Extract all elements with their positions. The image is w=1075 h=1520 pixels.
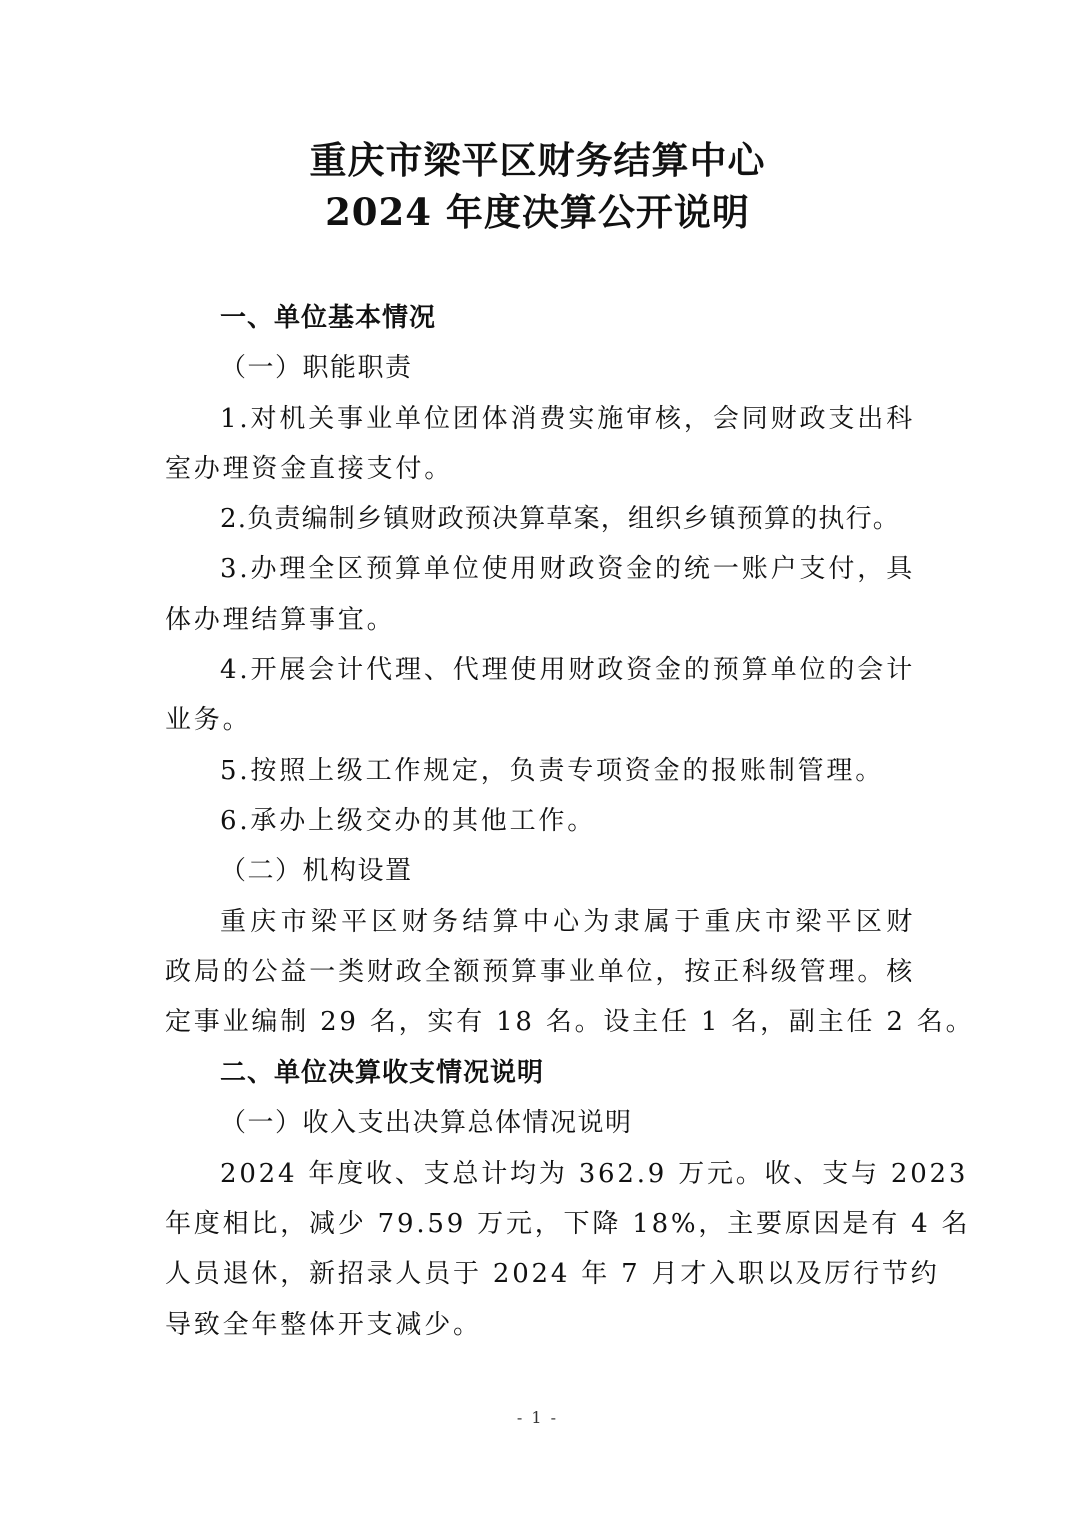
org-para-line-3: 定事业编制 29 名，实有 18 名。设主任 1 名，副主任 2 名。 xyxy=(165,1007,975,1037)
summary-para-line-1: 2024 年度收、支总计均为 362.9 万元。收、支与 2023 xyxy=(220,1159,969,1189)
org-para-line-1: 重庆市梁平区财务结算中心为隶属于重庆市梁平区财 xyxy=(220,907,915,937)
summary-para-line-4: 导致全年整体开支减少。 xyxy=(165,1310,482,1340)
section-1-1-heading: （一）职能职责 xyxy=(220,353,413,383)
section-2-heading: 二、单位决算收支情况说明 xyxy=(220,1058,545,1088)
duty-item-1-line-1: 1.对机关事业单位团体消费实施审核，会同财政支出科 xyxy=(220,404,915,434)
summary-para-line-2: 年度相比，减少 79.59 万元，下降 18%，主要原因是有 4 名 xyxy=(165,1209,971,1239)
duty-item-3-line-2: 体办理结算事宜。 xyxy=(165,605,396,635)
duty-item-5-line-1: 5.按照上级工作规定，负责专项资金的报账制管理。 xyxy=(220,756,885,786)
summary-para-line-3: 人员退休，新招录人员于 2024 年 7 月才入职以及厉行节约 xyxy=(165,1259,940,1289)
duty-item-1-line-2: 室办理资金直接支付。 xyxy=(165,454,454,484)
duty-item-2-line-1: 2.负责编制乡镇财政预决算草案，组织乡镇预算的执行。 xyxy=(220,504,901,534)
section-2-1-heading: （一）收入支出决算总体情况说明 xyxy=(220,1108,633,1138)
duty-item-3-line-1: 3.办理全区预算单位使用财政资金的统一账户支付，具 xyxy=(220,554,915,584)
duty-item-4-line-1: 4.开展会计代理、代理使用财政资金的预算单位的会计 xyxy=(220,655,915,685)
page-number: - 1 - xyxy=(516,1408,559,1427)
duty-item-4-line-2: 业务。 xyxy=(165,705,252,735)
document-title-line-1: 重庆市梁平区财务结算中心 xyxy=(309,138,766,182)
duty-item-6-line-1: 6.承办上级交办的其他工作。 xyxy=(220,806,597,836)
document-title-line-2: 2024 年度决算公开说明 xyxy=(325,190,750,234)
section-1-heading: 一、单位基本情况 xyxy=(220,303,437,333)
org-para-line-2: 政局的公益一类财政全额预算事业单位，按正科级管理。核 xyxy=(165,957,915,987)
section-1-2-heading: （二）机构设置 xyxy=(220,856,413,886)
